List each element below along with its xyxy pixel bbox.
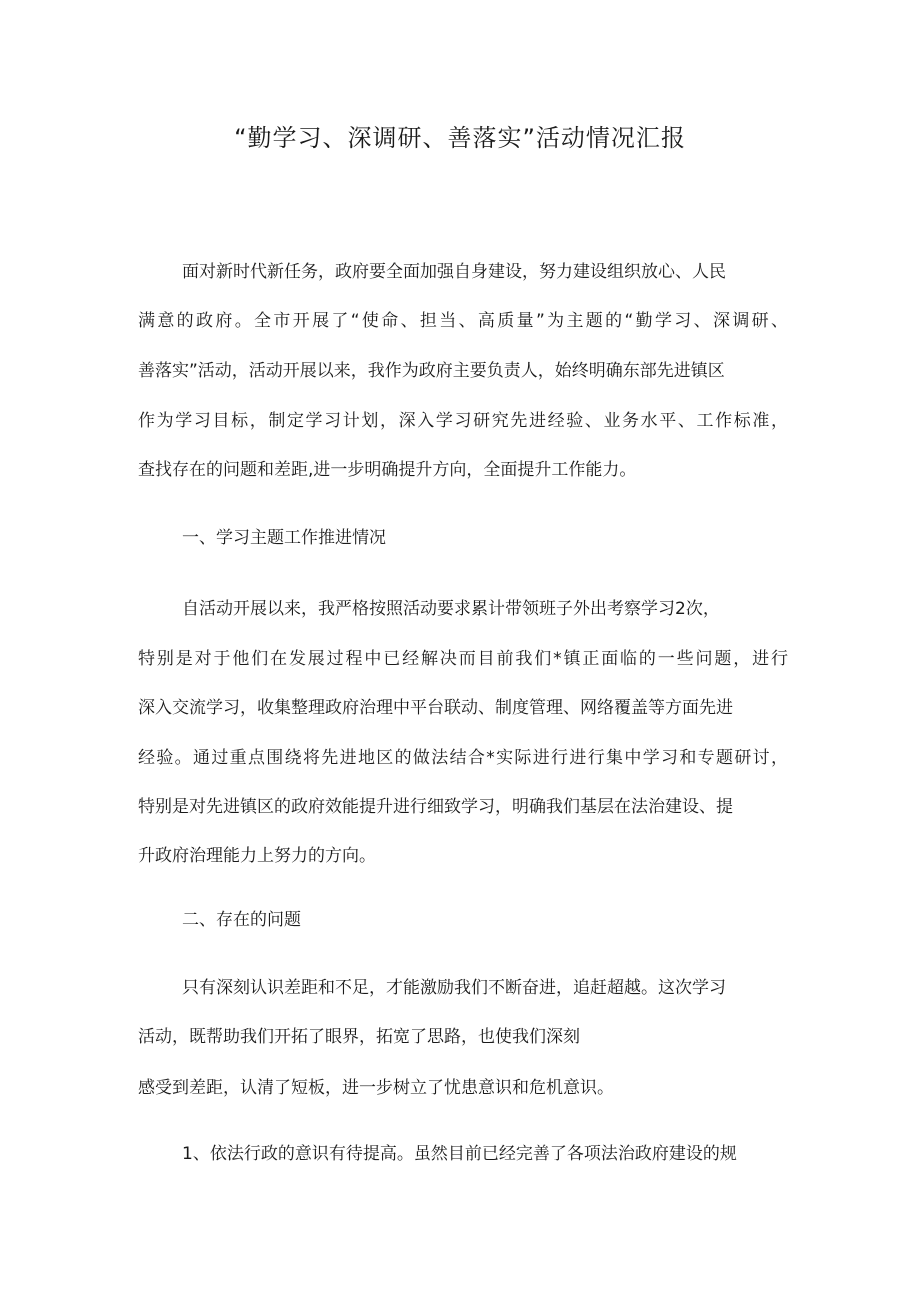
- document-title: “勤学习、深调研、善落实”活动情况汇报: [234, 124, 686, 152]
- para1-line-4: 作为学习目标，制定学习计划，深入学习研究先进经验、业务水平、工作标准，: [138, 411, 788, 431]
- para2-line-5: 特别是对先进镇区的政府效能提升进行细致学习，明确我们基层在法治建设、提: [138, 797, 733, 817]
- para1-line-5: 查找存在的问题和差距,进一步明确提升方向，全面提升工作能力。: [138, 460, 637, 480]
- para2-line-4: 经验。通过重点围绕将先进地区的做法结合*实际进行进行集中学习和专题研讨，: [138, 748, 788, 768]
- para1-line-2: 满意的政府。全市开展了“使命、担当、高质量”为主题的“勤学习、深调研、: [138, 311, 788, 331]
- para3-line-1: 只有深刻认识差距和不足，才能激励我们不断奋进，追赶超越。这次学习: [182, 978, 726, 998]
- para2-line-3: 深入交流学习，收集整理政府治理中平台联动、制度管理、网络覆盖等方面先进: [138, 698, 733, 718]
- para3-line-2: 活动，既帮助我们开拓了眼界，拓宽了思路，也使我们深刻: [138, 1027, 580, 1047]
- para4-line-1: 1、依法行政的意识有待提高。虽然目前已经完善了各项法治政府建设的规: [182, 1144, 737, 1164]
- section-heading-1: 一、学习主题工作推进情况: [182, 528, 386, 548]
- para2-line-2: 特别是对于他们在发展过程中已经解决而目前我们*镇正面临的一些问题，进行: [138, 649, 788, 669]
- para1-line-1: 面对新时代新任务，政府要全面加强自身建设，努力建设组织放心、人民: [182, 262, 726, 282]
- para3-line-3: 感受到差距，认清了短板，进一步树立了忧患意识和危机意识。: [138, 1078, 614, 1098]
- para2-line-6: 升政府治理能力上努力的方向。: [138, 846, 376, 866]
- para2-line-1: 自活动开展以来，我严格按照活动要求累计带领班子外出考察学习2次，: [182, 599, 720, 619]
- section-heading-2: 二、存在的问题: [182, 910, 301, 930]
- para1-line-3: 善落实”活动，活动开展以来，我作为政府主要负责人，始终明确东部先进镇区: [138, 361, 725, 381]
